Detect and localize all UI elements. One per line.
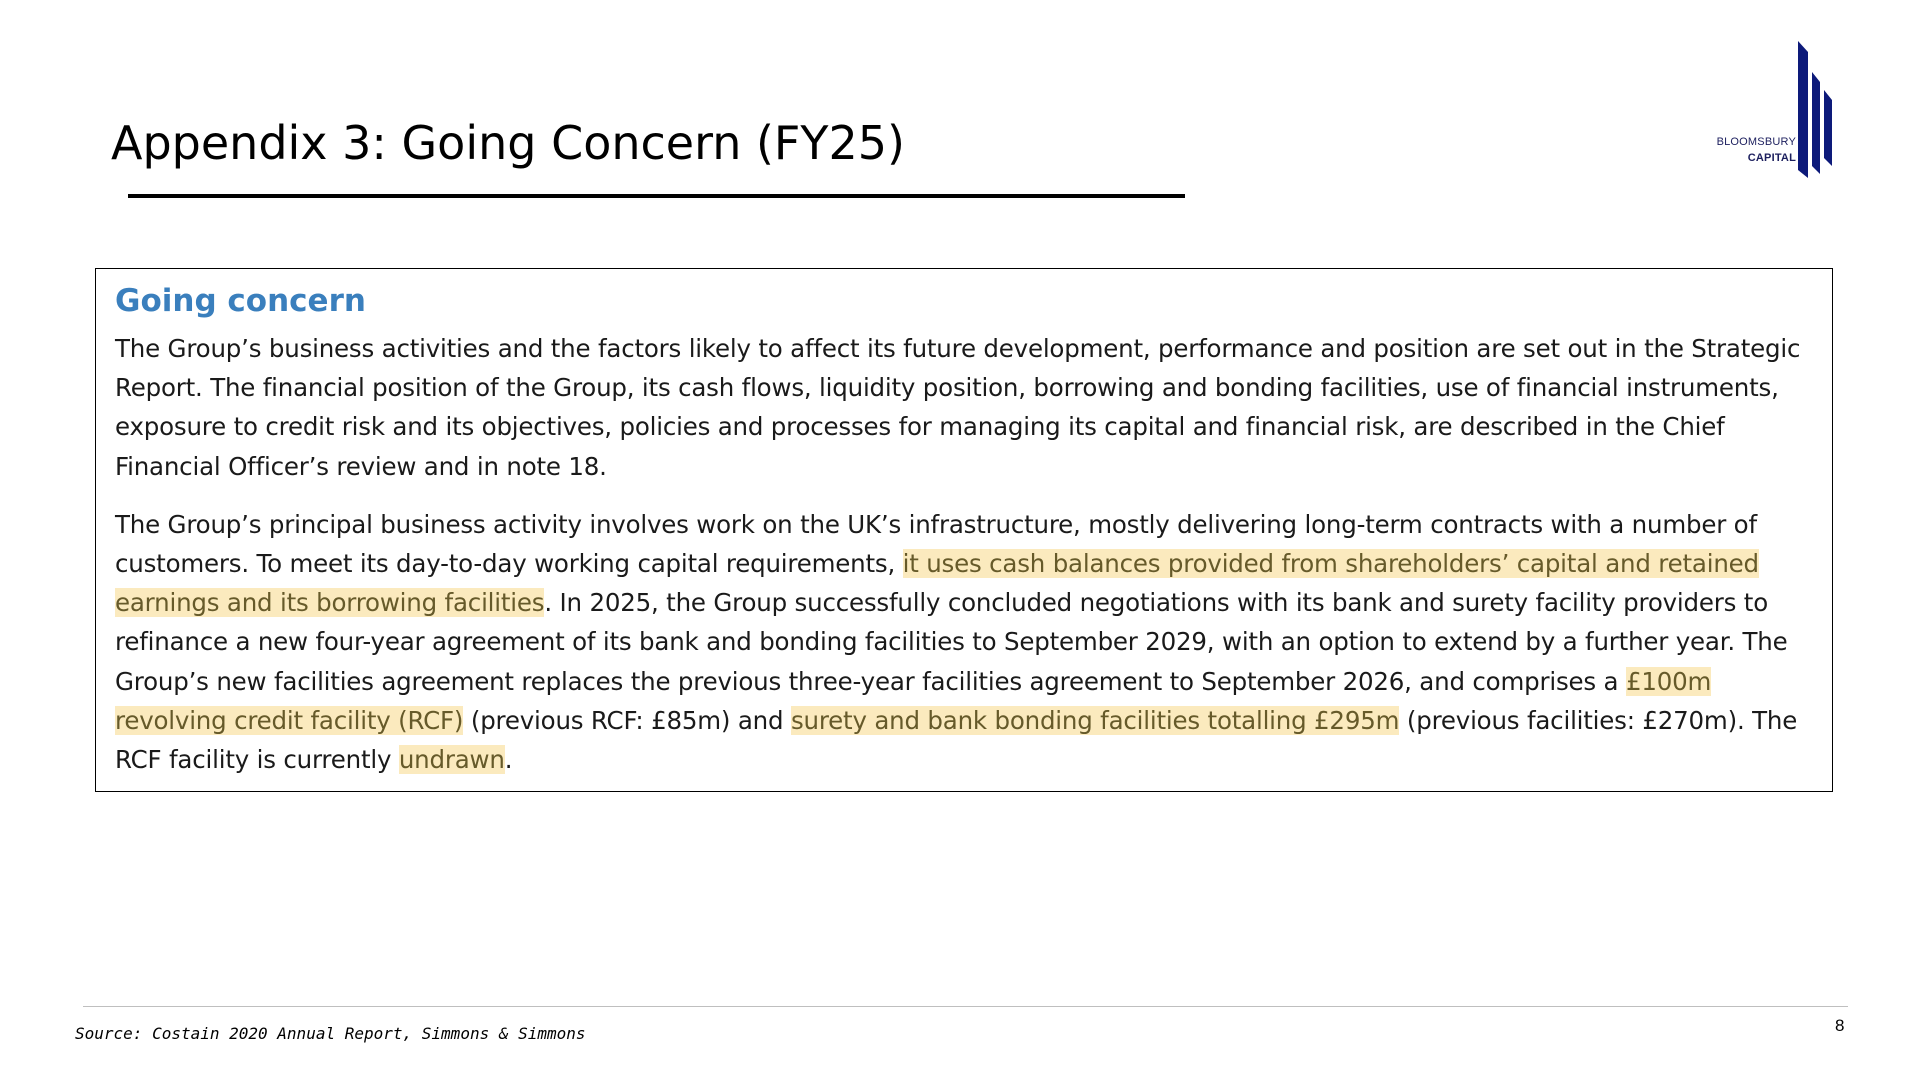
- page-title: Appendix 3: Going Concern (FY25): [111, 116, 905, 170]
- highlight-undrawn: undrawn: [398, 745, 505, 775]
- logo-line-1: BLOOMSBURY: [1716, 136, 1796, 148]
- company-logo: [1700, 38, 1850, 178]
- paragraph-2-text: The Group’s principal business activity involves work on the UK’s infrastructure, mostly delivering long-term contracts with a number of customers. To meet its day-to-day working capital requirements,: [115, 509, 1757, 579]
- paragraph-2-text: (previous RCF: £85m) and: [463, 705, 791, 735]
- logo-line-2: CAPITAL: [1747, 152, 1796, 164]
- paragraph-2-text: .: [504, 745, 513, 775]
- highlight-rcf: £100m revolving credit facility (RCF): [115, 666, 1712, 735]
- page-number: 8: [1835, 1016, 1845, 1035]
- section-heading: Going concern: [115, 283, 366, 319]
- paragraph-2-text: . In 2025, the Group successfully concluded negotiations with its bank and surety facility providers to refinance a new four-year agreement of its bank and bonding facilities to September 2029, with an option to extend by a further year. The Group’s new facilities agreement replaces the previous three-year facilities agreement to September 2026, and comprises a: [115, 588, 1788, 696]
- logo-bars-icon: [1798, 38, 1850, 178]
- paragraph-2-text: (previous facilities: £270m). The RCF facility is currently: [115, 705, 1798, 775]
- highlight-surety-facilities: surety and bank bonding facilities totalling £295m: [790, 705, 1400, 735]
- source-note: Source: Costain 2020 Annual Report, Simmons & Simmons: [75, 1024, 586, 1043]
- logo-wordmark: [1717, 134, 1796, 166]
- going-concern-excerpt: [95, 268, 1833, 792]
- paragraph-2: [115, 505, 1814, 779]
- title-underline: [128, 194, 1185, 198]
- highlight-cash-balances: it uses cash balances provided from shareholders’ capital and retained earnings and its borrowing facilities: [115, 549, 1759, 618]
- footer-divider: [83, 1006, 1848, 1007]
- paragraph-1: The Group’s business activities and the factors likely to affect its future development, performance and position are set out in the Strategic Report. The financial position of the Group, its cash flows, liquidity position, borrowing and bonding facilities, use of financial instruments, exposure to credit risk and its objectives, policies and processes for managing its capital and financial risk, are described in the Chief Financial Officer’s review and in note 18.: [115, 334, 1801, 481]
